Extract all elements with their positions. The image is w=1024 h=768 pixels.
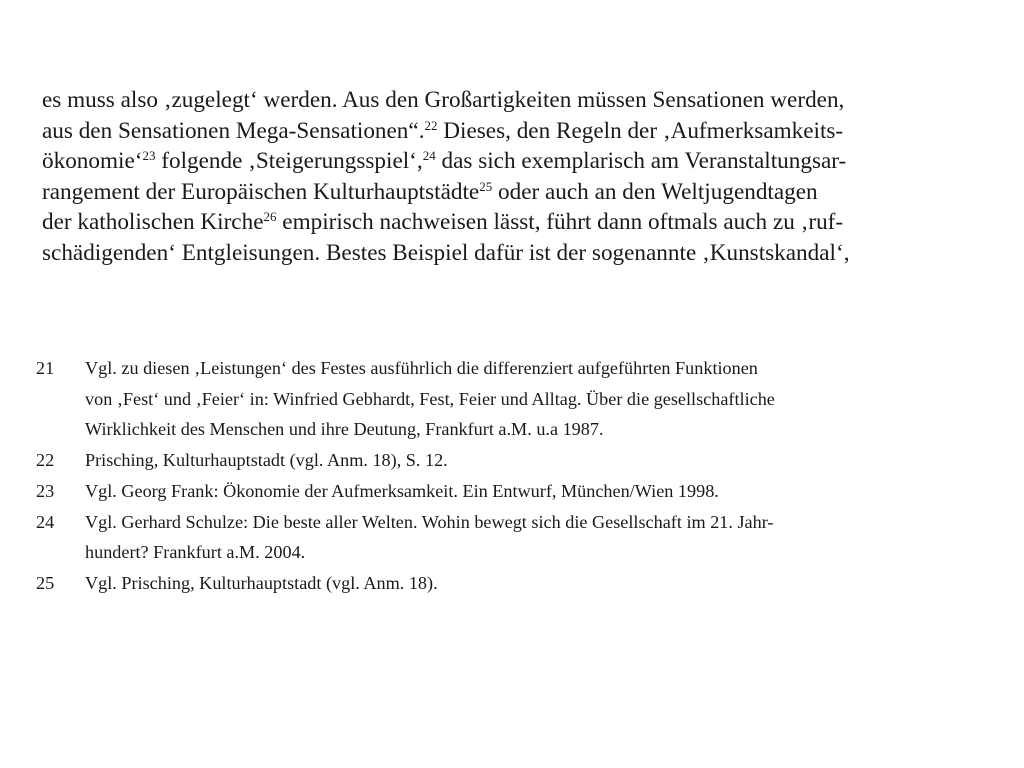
body-text-segment: der katholischen Kirche	[42, 209, 264, 235]
footnote-number: 23	[36, 480, 55, 501]
footnote-line	[36, 476, 896, 507]
footnote-text: von ‚Fest‘ und ‚Feier‘ in: Winfried Gebhardt, Fest, Feier und Alltag. Über die gesellschaftliche	[85, 388, 775, 409]
body-line	[42, 177, 1002, 208]
body-paragraph	[42, 85, 1002, 268]
body-text-segment: es muss also ‚zugelegt‘ werden. Aus den Großartigkeiten müssen Sensationen werden,	[42, 87, 845, 113]
footnote-text: Vgl. Prisching, Kulturhauptstadt (vgl. Anm. 18).	[85, 572, 438, 593]
body-text-segment: oder auch an den Weltjugendtagen	[492, 178, 818, 205]
body-text-segment: empirisch nachweisen lässt, führt dann oftmals auch zu ‚ruf-	[276, 209, 844, 235]
body-line	[42, 207, 1002, 238]
footnote-line	[36, 507, 896, 538]
footnote-line	[36, 445, 896, 476]
body-line	[42, 146, 1002, 177]
footnote-number: 22	[36, 450, 55, 471]
footnote-reference[interactable]: 24	[422, 148, 436, 163]
footnote-line	[36, 537, 896, 568]
body-text-segment: folgende ‚Steigerungsspiel‘,	[155, 148, 423, 174]
footnote-list	[36, 353, 896, 599]
body-text-segment: aus den Sensationen Mega-Sensationen“.	[42, 117, 425, 144]
body-text-segment: Dieses, den Regeln der ‚Aufmerksamkeits-	[437, 117, 844, 144]
body-line	[42, 238, 1002, 269]
body-line	[42, 116, 1002, 147]
body-text-segment: schädigenden‘ Entgleisungen. Bestes Beispiel dafür ist der sogenannte ‚Kunstskandal‘,	[42, 239, 850, 266]
footnote-number: 24	[36, 511, 55, 532]
footnote-text: Vgl. Georg Frank: Ökonomie der Aufmerksamkeit. Ein Entwurf, München/Wien 1998.	[85, 480, 719, 501]
footnote-number: 25	[36, 572, 55, 593]
footnote-line	[36, 384, 896, 415]
body-text-segment: das sich exemplarisch am Veranstaltungsar-	[435, 148, 847, 174]
footnote-reference[interactable]: 26	[263, 209, 277, 224]
body-text-segment: rangement der Europäischen Kulturhauptstädte	[42, 178, 480, 205]
footnote-text: Prisching, Kulturhauptstadt (vgl. Anm. 18), S. 12.	[85, 450, 448, 471]
footnote-line	[36, 353, 896, 384]
footnote-line	[36, 414, 896, 445]
body-text-segment: ökonomie‘	[42, 148, 143, 174]
footnote-text: hundert? Frankfurt a.M. 2004.	[85, 542, 306, 563]
footnote-text: Vgl. Gerhard Schulze: Die beste aller Welten. Wohin bewegt sich die Gesellschaft im 21. Jahr-	[85, 511, 774, 532]
footnote-line	[36, 568, 896, 599]
footnote-text: Vgl. zu diesen ‚Leistungen‘ des Festes ausführlich die differenziert aufgeführten Funktionen	[85, 358, 758, 378]
body-line	[42, 85, 1002, 116]
footnote-reference[interactable]: 25	[479, 178, 493, 194]
footnote-text: Wirklichkeit des Menschen und ihre Deutung, Frankfurt a.M. u.a 1987.	[85, 419, 604, 440]
footnote-reference[interactable]: 23	[142, 148, 156, 163]
footnote-number: 21	[36, 358, 55, 378]
footnote-reference[interactable]: 22	[424, 117, 438, 133]
